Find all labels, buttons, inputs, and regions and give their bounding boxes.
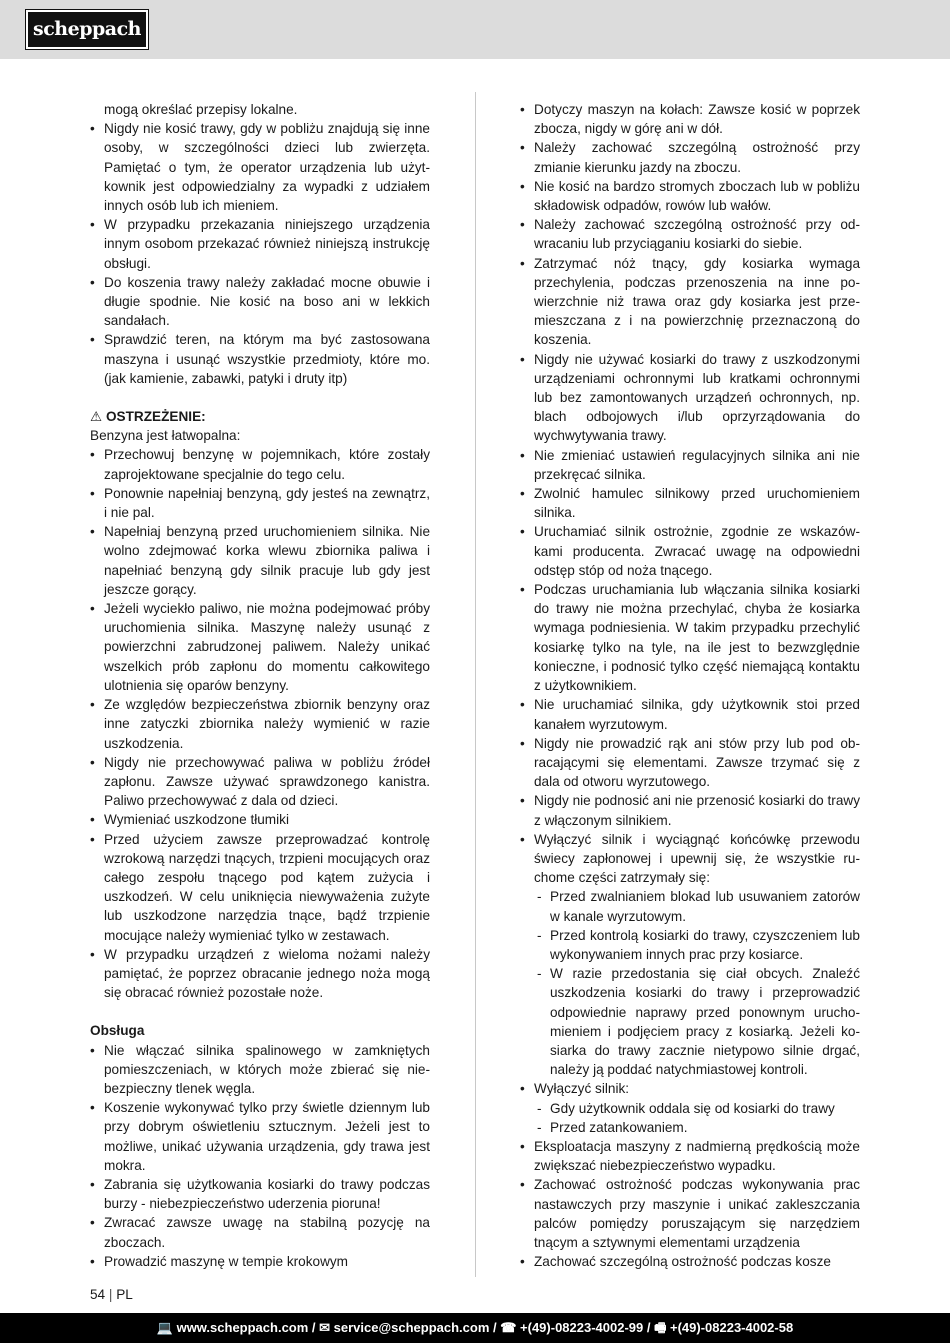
bullet-item: • Koszenie wykonywać tylko przy świetle dziennym lub przy dobrym oświetleniu sztucznym. Jeżeli jest to możliwe, unikać używania urządzenia, gdy trawa jest mokra.	[90, 1098, 430, 1175]
bullet-item: • Eksploatacja maszyny z nadmierną prędkością może zwiększać niebezpieczeństwo wypadku.	[520, 1137, 860, 1175]
dash-item: - Przed zwalnianiem blokad lub usuwaniem zatorów w kanale wyrzutowym.	[520, 887, 860, 925]
header-bar	[0, 0, 950, 59]
bullet-item: • W przypadku urządzeń z wieloma nożami należy pamiętać, że poprzez obracanie jednego noża mogą się obracać również pozostałe noże.	[90, 945, 430, 1003]
contact-bar	[0, 1313, 950, 1343]
bullet-item: • W przypadku przekazania niniejszego urządzenia innym osobom przekazać również niniejszą instrukcję obsługi.	[90, 215, 430, 273]
bullet-item: • Należy zachować szczególną ostrożność przy odwracaniu lub przyciąganiu kosiarki do siebie.	[520, 215, 860, 253]
bullet-item: • Zabrania się użytkowania kosiarki do trawy podczas burzy - niebezpieczeństwo uderzenia pioruna!	[90, 1175, 430, 1213]
footer-separator: |	[108, 1287, 113, 1302]
bullet-item: • Ze względów bezpieczeństwa zbiornik benzyny oraz inne zatyczki zbiornika należy wymienić w razie uszkodzenia.	[90, 695, 430, 753]
spacer	[90, 1002, 430, 1021]
bullet-item: • Zwolnić hamulec silnikowy przed uruchomieniem silnika.	[520, 484, 860, 522]
bullet-item: • Nie kosić na bardzo stromych zboczach lub w pobliżu składowisk odpadów, rowów lub wałów.	[520, 177, 860, 215]
bullet-item: • Wyłączyć silnik i wyciągnąć końcówkę przewodu świecy zapłonowej i upewnij się, że wszystkie ruchome części zatrzymały się:	[520, 830, 860, 888]
dash-item: - Przed zatankowaniem.	[520, 1118, 860, 1137]
page-number: 54	[90, 1287, 106, 1302]
bullet-item: • Należy zachować szczególną ostrożność przy zmianie kierunku jazdy na zboczu.	[520, 138, 860, 176]
bullet-item: • Wymieniać uszkodzone tłumiki	[90, 810, 430, 829]
bullet-item: • Wyłączyć silnik:	[520, 1079, 860, 1098]
bullet-item: • Nie włączać silnika spalinowego w zamkniętych pomieszczeniach, w których może zbierać się niebezpieczny tlenek węgla.	[90, 1041, 430, 1099]
bullet-item: • Uruchamiać silnik ostrożnie, zgodnie ze wskazówkami producenta. Zwracać uwagę na odpowiedni odstęp stóp od noża tnącego.	[520, 522, 860, 580]
bullet-item: • Zwracać zawsze uwagę na stabilną pozycję na zboczach.	[90, 1213, 430, 1251]
language-code: PL	[116, 1287, 133, 1302]
warning-triangle-icon: ⚠	[90, 409, 103, 425]
bullet-item: • Ponownie napełniaj benzyną, gdy jesteś na zewnątrz, i nie pal.	[90, 484, 430, 522]
warning-heading-text: OSTRZEŻENIE:	[105, 409, 206, 425]
continued-text: mogą określać przepisy lokalne.	[104, 102, 298, 117]
bullet-item: • Napełniaj benzyną przed uruchomieniem silnika. Nie wolno zdejmować korka wlewu zbiornika paliwa i napełniać benzyną gdy silnik pracuje lub gdy jest jeszcze gorący.	[90, 522, 430, 599]
left-column	[90, 100, 430, 1271]
dash-item: - W razie przedostania się ciał obcych. Znaleźć uszkodzenia kosiarki do trawy i przeprowadzić odpowiednie naprawy przed ponownym uruchomieniem i podjęciem pracy z kosiarką. Jeżeli kosiarka do trawy zacznie nietypowo silnie drgać, należy ją poddać natychmiastowej kontroli.	[520, 964, 860, 1079]
bullet-item: • Prowadzić maszynę w tempie krokowym	[90, 1252, 430, 1271]
bullet-item: • Nigdy nie używać kosiarki do trawy z uszkodzonymi urządzeniami ochronnymi lub kratkami ochronnymi lub bez zamontowanych urządzeń ochronnych, np. blach odbojowych i/lub oprzyrządowania do wychwytywania trawy.	[520, 350, 860, 446]
bullet-item: • Przed użyciem zawsze przeprowadzać kontrolę wzrokową narzędzi tnących, trzpieni mocujących oraz całego zespołu tnącego pod kątem zużycia i uszkodzeń. W celu uniknięcia niewyważenia zużyte lub uszkodzone narzędzia tnące, bądź trzpienie mocujące należy wymieniać tylko w zestawach.	[90, 830, 430, 945]
bullet-item: • Nigdy nie prowadzić rąk ani stów przy lub pod obracającymi się elementami. Zawsze trzymać się z dala od otworu wyrzutowego.	[520, 734, 860, 792]
bullet-item: • Przechowuj benzynę w pojemnikach, które zostały zaprojektowane specjalnie do tego celu.	[90, 445, 430, 483]
bullet-item: • Jeżeli wyciekło paliwo, nie można podejmować próby uruchomienia silnika. Maszynę należy usunąć z powierzchni zabrudzonej paliwem. Należy unikać wszelkich prób zapłonu do momentu całkowitego ulotnienia się oparów benzyny.	[90, 599, 430, 695]
paragraph: Benzyna jest łatwopalna:	[90, 428, 241, 444]
bullet-item: • Sprawdzić teren, na którym ma być zastosowana maszyna i usunąć wszystkie przedmioty, które mo. (jak kamienie, zabawki, patyki i druty itp)	[90, 330, 430, 388]
section-heading: Obsługa	[90, 1023, 145, 1039]
bullet-item: • Nigdy nie podnosić ani nie przenosić kosiarki do trawy z włączonym silnikiem.	[520, 791, 860, 829]
column-divider	[475, 92, 476, 1277]
bullet-item: • Podczas uruchamiania lub włączania silnika kosiarki do trawy nie można przechylać, chyba że kosiarka wymaga podniesienia. W takim przypadku przechylić kosiarkę tylko na tyle, na ile jest to bezwzględnie konieczne, i podnosić tylko część niemającą kontaktu z użytkownikiem.	[520, 580, 860, 695]
dash-item: - Gdy użytkownik oddala się od kosiarki do trawy	[520, 1099, 860, 1118]
bullet-item: • Zatrzymać nóż tnący, gdy kosiarka wymaga przechylenia, podczas przenoszenia na inne powierzchnie niż trawa oraz gdy kosiarka jest przemieszczana z i na powierzchnię przeznaczoną do koszenia.	[520, 254, 860, 350]
dash-item: - Przed kontrolą kosiarki do trawy, czyszczeniem lub wykonywaniem innych prac przy kosiarce.	[520, 926, 860, 964]
bullet-item: • Zachować szczególną ostrożność podczas kosze	[520, 1252, 860, 1271]
right-column	[520, 100, 860, 1271]
spacer	[90, 388, 430, 407]
bullet-item: • Nigdy nie kosić trawy, gdy w pobliżu znajdują się inne osoby, w szczególności dzieci lub zwierzęta. Pamiętać o tym, że operator urządzenia lub użytkownik jest odpowiedzialny za wypadki z udziałem innych osób lub ich mieniem.	[90, 119, 430, 215]
bullet-item: • Zachować ostrożność podczas wykonywania prac nastawczych przy maszynie i unikać zakleszczania palców pomiędzy poruszającym się narzędziem tnącym a sztywnymi elementami urządzenia	[520, 1175, 860, 1252]
bullet-item: • Do koszenia trawy należy zakładać mocne obuwie i długie spodnie. Nie kosić na boso ani w lekkich sandałach.	[90, 273, 430, 331]
scheppach-logo: scheppach	[26, 10, 148, 49]
warning-heading	[90, 407, 430, 426]
bullet-item: • Nigdy nie przechowywać paliwa w pobliżu źródeł zapłonu. Zawsze używać sprawdzonego kanistra. Paliwo przechowywać z dala od dzieci.	[90, 753, 430, 811]
contact-line: 💻 www.scheppach.com / ✉ service@scheppach.com / ☎ +(49)-08223-4002-99 / 🖷 +(49)-08223-4002-58	[156, 1320, 794, 1335]
bullet-item: • Nie uruchamiać silnika, gdy użytkownik stoi przed kanałem wyrzutowym.	[520, 695, 860, 733]
bullet-item: • Nie zmieniać ustawień regulacyjnych silnika ani nie przekręcać silnika.	[520, 446, 860, 484]
page-footer	[90, 1287, 133, 1302]
bullet-item: • Dotyczy maszyn na kołach: Zawsze kosić w poprzek zbocza, nigdy w górę ani w dół.	[520, 100, 860, 138]
